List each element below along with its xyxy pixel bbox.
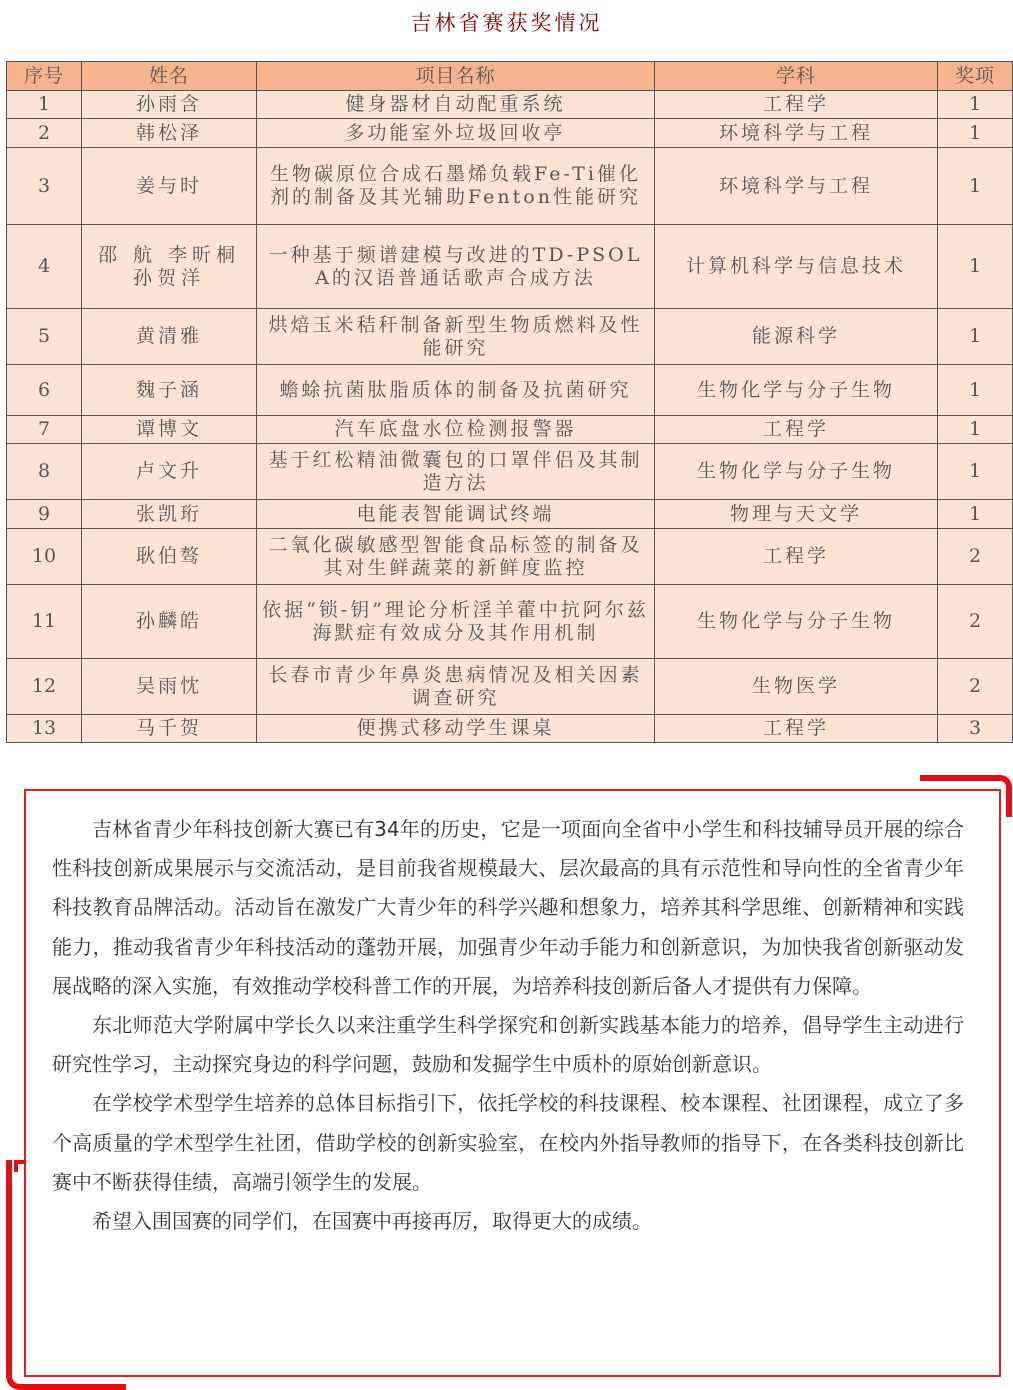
cell-project: 电能表智能调试终端 bbox=[257, 500, 655, 529]
table-header-row bbox=[7, 62, 1013, 91]
cell-name: 卢文升 bbox=[82, 444, 257, 500]
cell-award: 1 bbox=[938, 500, 1013, 529]
cell-no: 9 bbox=[7, 500, 82, 529]
cell-no: 6 bbox=[7, 365, 82, 416]
cell-project: 依据“锁-钥”理论分析淫羊藿中抗阿尔兹海默症有效成分及其作用机制 bbox=[257, 585, 655, 659]
cell-project: 汽车底盘水位检测报警器 bbox=[257, 416, 655, 444]
cell-no: 12 bbox=[7, 659, 82, 715]
cell-project: 二氧化碳敏感型智能食品标签的制备及其对生鲜蔬菜的新鲜度监控 bbox=[257, 529, 655, 585]
cell-name: 孙雨含 bbox=[82, 91, 257, 119]
cell-name: 邵 航 李昕桐 孙贺洋 bbox=[82, 225, 257, 309]
cell-name: 吴雨忱 bbox=[82, 659, 257, 715]
table-row bbox=[7, 416, 1013, 444]
cell-project: 健身器材自动配重系统 bbox=[257, 91, 655, 119]
cell-award: 2 bbox=[938, 585, 1013, 659]
cell-project: 烘焙玉米秸秆制备新型生物质燃料及性能研究 bbox=[257, 309, 655, 365]
cell-award: 1 bbox=[938, 119, 1013, 148]
intro-text bbox=[52, 810, 964, 1241]
cell-subject: 生物医学 bbox=[655, 659, 938, 715]
cell-name: 耿伯骜 bbox=[82, 529, 257, 585]
cell-subject: 能源科学 bbox=[655, 309, 938, 365]
cell-award: 1 bbox=[938, 148, 1013, 225]
cell-name: 黄清雅 bbox=[82, 309, 257, 365]
cell-name: 张凯珩 bbox=[82, 500, 257, 529]
table-row bbox=[7, 309, 1013, 365]
cell-name: 韩松泽 bbox=[82, 119, 257, 148]
cell-award: 3 bbox=[938, 715, 1013, 743]
header-award: 奖项 bbox=[938, 62, 1013, 91]
cell-project: 生物碳原位合成石墨烯负载Fe-Ti催化剂的制备及其光辅助Fenton性能研究 bbox=[257, 148, 655, 225]
cell-award: 2 bbox=[938, 529, 1013, 585]
cell-no: 3 bbox=[7, 148, 82, 225]
cell-no: 4 bbox=[7, 225, 82, 309]
cell-no: 5 bbox=[7, 309, 82, 365]
table-row bbox=[7, 225, 1013, 309]
table-row bbox=[7, 585, 1013, 659]
cell-award: 1 bbox=[938, 365, 1013, 416]
cell-no: 13 bbox=[7, 715, 82, 743]
frame-corner-decoration-small bbox=[14, 1160, 26, 1172]
awards-table bbox=[6, 61, 1013, 743]
cell-subject: 生物化学与分子生物 bbox=[655, 585, 938, 659]
cell-name: 魏子涵 bbox=[82, 365, 257, 416]
header-name: 姓名 bbox=[82, 62, 257, 91]
table-row bbox=[7, 119, 1013, 148]
cell-award: 1 bbox=[938, 225, 1013, 309]
table-row bbox=[7, 529, 1013, 585]
cell-no: 10 bbox=[7, 529, 82, 585]
cell-subject: 工程学 bbox=[655, 91, 938, 119]
cell-project: 蟾蜍抗菌肽脂质体的制备及抗菌研究 bbox=[257, 365, 655, 416]
cell-project: 一种基于频谱建模与改进的TD-PSOLA的汉语普通话歌声合成方法 bbox=[257, 225, 655, 309]
cell-subject: 生物化学与分子生物 bbox=[655, 444, 938, 500]
cell-subject: 工程学 bbox=[655, 529, 938, 585]
cell-award: 2 bbox=[938, 659, 1013, 715]
cell-no: 2 bbox=[7, 119, 82, 148]
cell-award: 1 bbox=[938, 444, 1013, 500]
table-row bbox=[7, 659, 1013, 715]
cell-no: 8 bbox=[7, 444, 82, 500]
table-row bbox=[7, 91, 1013, 119]
cell-subject: 计算机科学与信息技术 bbox=[655, 225, 938, 309]
cell-subject: 环境科学与工程 bbox=[655, 119, 938, 148]
cell-project: 长春市青少年鼻炎患病情况及相关因素调查研究 bbox=[257, 659, 655, 715]
table-row bbox=[7, 365, 1013, 416]
cell-no: 11 bbox=[7, 585, 82, 659]
intro-paragraph: 希望入围国赛的同学们，在国赛中再接再厉，取得更大的成绩。 bbox=[92, 1209, 652, 1234]
table-row bbox=[7, 148, 1013, 225]
cell-subject: 工程学 bbox=[655, 416, 938, 444]
cell-no: 1 bbox=[7, 91, 82, 119]
cell-subject: 工程学 bbox=[655, 715, 938, 743]
cell-project: 多功能室外垃圾回收亭 bbox=[257, 119, 655, 148]
header-no: 序号 bbox=[7, 62, 82, 91]
header-project: 项目名称 bbox=[257, 62, 655, 91]
cell-subject: 环境科学与工程 bbox=[655, 148, 938, 225]
cell-award: 1 bbox=[938, 416, 1013, 444]
cell-award: 1 bbox=[938, 309, 1013, 365]
intro-paragraph: 在学校学术型学生培养的总体目标指引下，依托学校的科技课程、校本课程、社团课程，成立了多个高质量的学术型学生社团，借助学校的创新实验室，在校内外指导教师的指导下，在各类科技创新比赛中不断获得佳绩，高端引领学生的发展。 bbox=[52, 1091, 964, 1194]
cell-subject: 物理与天文学 bbox=[655, 500, 938, 529]
intro-paragraph: 吉林省青少年科技创新大赛已有34年的历史，它是一项面向全省中小学生和科技辅导员开展的综合性科技创新成果展示与交流活动，是目前我省规模最大、层次最高的具有示范性和导向性的全省青少年科技教育品牌活动。活动旨在激发广大青少年的科学兴趣和想象力，培养其科学思维、创新精神和实践能力，推动我省青少年科技活动的蓬勃开展，加强青少年动手能力和创新意识，为加快我省创新驱动发展战略的深入实施，有效推动学校科普工作的开展，为培养科技创新后备人才提供有力保障。 bbox=[52, 817, 964, 998]
intro-paragraph: 东北师范大学附属中学长久以来注重学生科学探究和创新实践基本能力的培养，倡导学生主动进行研究性学习，主动探究身边的科学问题，鼓励和发掘学生中质朴的原始创新意识。 bbox=[52, 1013, 964, 1077]
cell-award: 1 bbox=[938, 91, 1013, 119]
page-title: 吉林省赛获奖情况 bbox=[410, 11, 603, 35]
cell-name: 孙麟皓 bbox=[82, 585, 257, 659]
cell-name: 姜与时 bbox=[82, 148, 257, 225]
cell-project: 基于红松精油微囊包的口罩伴侣及其制造方法 bbox=[257, 444, 655, 500]
table-row bbox=[7, 500, 1013, 529]
cell-no: 7 bbox=[7, 416, 82, 444]
header-subject: 学科 bbox=[655, 62, 938, 91]
cell-project: 便携式移动学生课桌 bbox=[257, 715, 655, 743]
cell-name: 马千贺 bbox=[82, 715, 257, 743]
cell-subject: 生物化学与分子生物 bbox=[655, 365, 938, 416]
table-row bbox=[7, 715, 1013, 743]
cell-name: 谭博文 bbox=[82, 416, 257, 444]
table-row bbox=[7, 444, 1013, 500]
